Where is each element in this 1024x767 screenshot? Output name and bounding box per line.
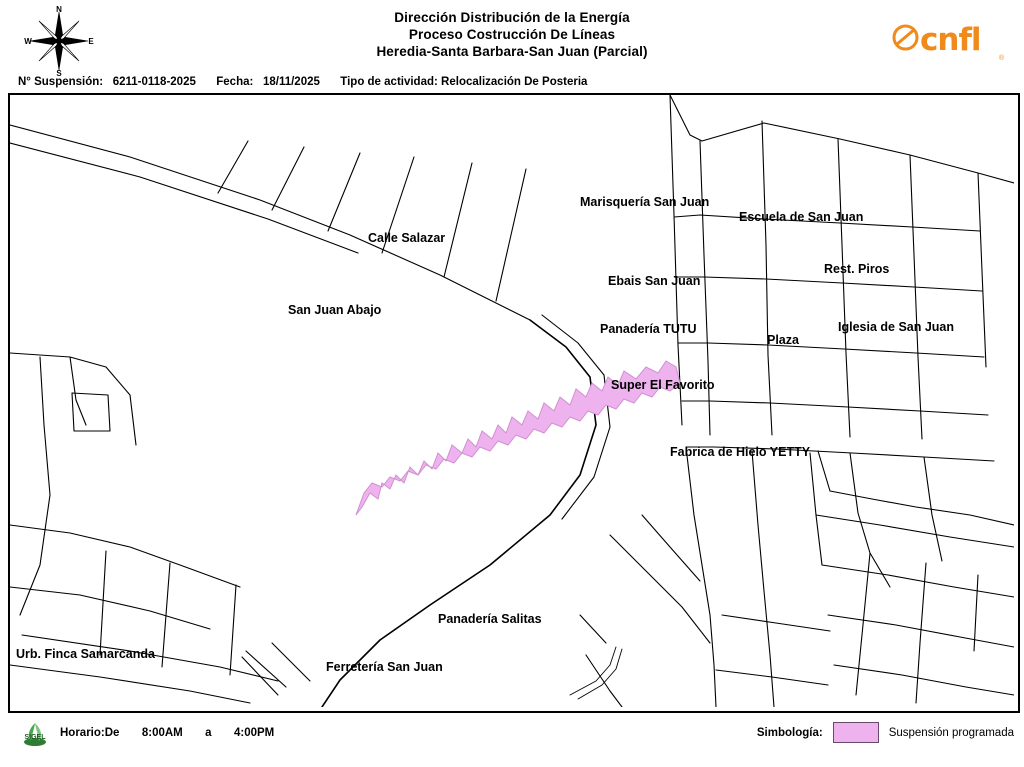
- title-line-2: Proceso Costrucción De Líneas: [408, 27, 616, 42]
- map-canvas[interactable]: [8, 93, 1020, 713]
- svg-text:S: S: [56, 69, 62, 76]
- map-label-marisqueria-san-juan: Marisquería San Juan: [580, 195, 710, 209]
- legend: [757, 722, 1014, 743]
- suspension-value: 6211-0118-2025: [112, 76, 196, 88]
- legend-swatch-suspension: [833, 722, 879, 743]
- horario-text: [60, 727, 274, 739]
- fecha-label: Fecha:: [216, 76, 254, 88]
- map-label-calle-salazar: Calle Salazar: [368, 231, 446, 245]
- cnfl-logo-text: cnfl: [920, 22, 981, 58]
- horario-separator: a: [205, 727, 212, 739]
- page-title: [0, 9, 1024, 60]
- sigel-logo-icon: [18, 720, 52, 750]
- svg-text:W: W: [24, 37, 32, 46]
- fecha-value: 18/11/2025: [262, 76, 320, 88]
- map-label-rest-piros: Rest. Piros: [824, 262, 890, 276]
- horario-start: 8:00AM: [141, 727, 183, 739]
- compass-north-label: N: [56, 6, 62, 14]
- map-label-panaderia-tutu: Panadería TUTU: [600, 322, 697, 336]
- map-label-ferreteria-san-juan: Ferretería San Juan: [326, 660, 443, 674]
- suspension-meta-line: [18, 76, 587, 88]
- map-label-super-el-favorito: Super El Favorito: [611, 378, 715, 392]
- map-label-san-juan-abajo: San Juan Abajo: [288, 303, 382, 317]
- legend-label-suspension: Suspensión programada: [888, 726, 1014, 739]
- horario-label: Horario:De: [60, 727, 120, 739]
- map-label-panaderia-salitas: Panadería Salitas: [438, 612, 542, 626]
- svg-text:E: E: [88, 37, 94, 46]
- cnfl-logo: [892, 20, 1002, 62]
- page-footer: [8, 712, 1016, 756]
- horario-end: 4:00PM: [233, 727, 275, 739]
- title-line-3: Heredia-Santa Barbara-San Juan (Parcial): [376, 44, 648, 59]
- map-label-iglesia-de-san-juan: Iglesia de San Juan: [838, 320, 955, 334]
- title-line-1: Dirección Distribución de la Energía: [394, 10, 630, 25]
- map-label-plaza: Plaza: [767, 333, 799, 347]
- map-label-ebais-san-juan: Ebais San Juan: [608, 274, 701, 288]
- cnfl-logo-mark-icon: [892, 24, 919, 51]
- registered-mark: ®: [998, 55, 1004, 62]
- suspension-label: N° Suspensión:: [18, 76, 104, 88]
- map-label-fabrica-de-hielo-yetty: Fabrica de Hielo YETTY: [670, 445, 811, 459]
- actividad-label: Tipo de actividad:: [340, 76, 438, 88]
- actividad-value: Relocalización De Posteria: [441, 76, 588, 88]
- legend-title: Simbología:: [756, 726, 823, 739]
- map-label-escuela-de-san-juan: Escuela de San Juan: [739, 210, 864, 224]
- page-header: [0, 0, 1024, 92]
- map-label-urb-finca-samarcanda: Urb. Finca Samarcanda: [16, 647, 155, 661]
- svg-text:SIGEL: SIGEL: [24, 734, 46, 741]
